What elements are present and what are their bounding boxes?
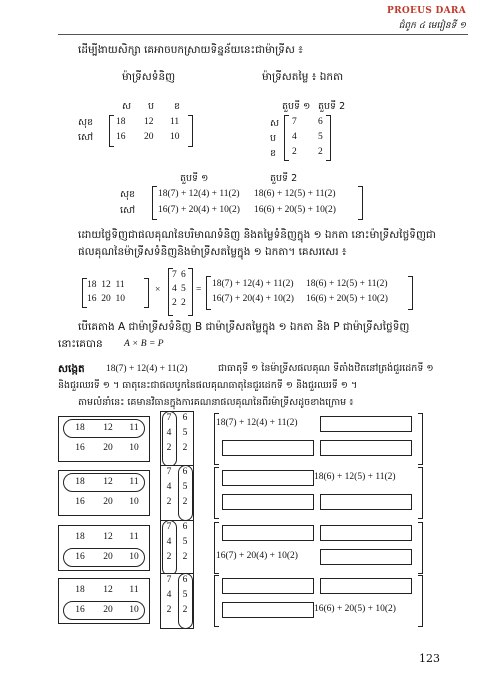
step-row-highlight: [63, 419, 145, 438]
step-matrix-a-cell: 12: [103, 423, 113, 433]
page-number: 123: [419, 652, 440, 665]
step-result-empty-slot: [222, 470, 314, 486]
step-matrix-b-cell: 2: [182, 552, 188, 562]
paragraph: ដោយថ្លៃទិញជាផលគុណនៃបរិមាណទំនិញ និងតម្លៃទំនិញក្នុង ១ ឯកតា នោះម៉ាទ្រីសថ្លៃទិញជា: [78, 229, 436, 241]
step-matrix-a-cell: 12: [103, 477, 113, 487]
times-symbol: ×: [155, 285, 161, 295]
matrix-a-cell: 18: [116, 117, 126, 127]
step-matrix-a-cell: 18: [75, 585, 85, 595]
step-matrix-b-cell: 2: [182, 443, 188, 453]
bracket-right: [418, 575, 423, 627]
bracket-right: [188, 115, 193, 147]
step-matrix-b-cell: 7: [166, 575, 172, 585]
note-text: និងជួរឈរទី ១ ។ ធាតុនេះជាផលបូកនៃផលគុណធាតុនៃជួរដេកទី ១ និងជួរឈរទី ១ ។: [58, 380, 358, 391]
step-result-empty-slot: [320, 525, 412, 541]
step-matrix-a-cell: 11: [129, 532, 139, 542]
bracket-left: [214, 467, 219, 519]
step-matrix-b-cell: 2: [182, 497, 188, 507]
product-a-row: 18 12 11: [87, 280, 125, 290]
brand-label: PROEUS DARA: [387, 6, 466, 16]
bracket-left: [214, 522, 219, 574]
paragraph: បើគេតាង A ជាម៉ាទ្រីសទំនិញ B ជាម៉ាទ្រីសតម្លៃក្នុង ១ ឯកតា និង P ជាម៉ាទ្រីសថ្លៃទិញ: [78, 321, 410, 333]
matrix-a-row-label: សុខ: [78, 117, 94, 128]
step-matrix-b-cell: 2: [166, 552, 172, 562]
step-matrix-a-cell: 20: [103, 605, 113, 615]
paragraph: ផលគុណនៃម៉ាទ្រីសទំនិញនិងម៉ាទ្រីសតម្លៃក្នុង ១ ឯកតា។ គេសរសេរ ៖: [78, 246, 347, 258]
step-result-empty-slot: [222, 578, 314, 594]
product-b-cell: 4: [172, 284, 177, 294]
step-result-expression: 18(7) + 12(4) + 11(2): [216, 418, 298, 428]
bracket-right: [418, 467, 423, 519]
step-matrix-a-cell: 10: [129, 605, 139, 615]
matrix-b-cell: 2: [318, 147, 323, 157]
matrix-a-cell: 20: [144, 132, 154, 142]
chapter-label: ជំពូក ៤ មេរៀនទី ១: [398, 21, 466, 31]
product-b-cell: 7: [172, 270, 177, 280]
bracket-right: [326, 115, 331, 161]
matrix-b-col: តួបទី 2: [318, 101, 346, 112]
matrix-b-row-label: ស: [270, 118, 280, 129]
step-result-empty-slot: [222, 525, 314, 541]
step-result-empty-slot: [320, 440, 412, 456]
matrix-a-col: ប: [148, 101, 155, 112]
step-matrix-a-cell: 11: [129, 585, 139, 595]
matrix-b-cell: 6: [318, 117, 323, 127]
step-matrix-a-cell: 18: [75, 423, 85, 433]
step-column-highlight: [178, 465, 193, 521]
step-result-empty-slot: [222, 440, 314, 456]
step-matrix-b-cell: 4: [166, 428, 172, 438]
step-column-highlight: [162, 520, 177, 576]
step-matrix-a-cell: 10: [129, 443, 139, 453]
matrix-b-cell: 7: [292, 117, 297, 127]
note-expression: 18(7) + 12(4) + 11(2): [106, 364, 188, 374]
step-matrix-a-cell: 12: [103, 532, 113, 542]
step-matrix-b-cell: 6: [182, 467, 188, 477]
bracket-right: [358, 186, 363, 220]
note-text: តាមលំនាំនេះ គេមានវិធានក្នុងការគណនាផលគុណនៃពីរម៉ាទ្រីសដូចខាងក្រោម ៖: [78, 397, 354, 408]
matrix-a-col: ខ: [174, 101, 181, 112]
step-matrix-a-cell: 10: [129, 497, 139, 507]
step-matrix-a-cell: 20: [103, 443, 113, 453]
matrix-a-cell: 11: [170, 117, 180, 127]
product-b-cell: 6: [181, 270, 186, 280]
bracket-left: [206, 276, 211, 310]
step-row-highlight: [63, 548, 145, 567]
step-matrix-b-cell: 7: [166, 467, 172, 477]
step-row-highlight: [63, 473, 145, 492]
step-result-empty-slot: [320, 494, 412, 510]
matrix-b-cell: 2: [292, 147, 297, 157]
step-matrix-a-cell: 11: [129, 477, 139, 487]
step-matrix-a-cell: 16: [75, 443, 85, 453]
header-rule: [58, 34, 468, 35]
step-matrix-b-cell: 4: [166, 537, 172, 547]
step-matrix-b-cell: 5: [182, 428, 188, 438]
step-matrix-b-cell: 4: [166, 482, 172, 492]
step-matrix-a-cell: 18: [75, 477, 85, 487]
step-matrix-b-cell: 2: [166, 443, 172, 453]
step-result-empty-slot: [222, 494, 314, 510]
step-matrix-b-cell: 7: [166, 522, 172, 532]
note-label: សង្កេត: [58, 363, 85, 375]
matrix-c-col: តួបទី 2: [270, 173, 298, 184]
equals-symbol: =: [196, 285, 202, 295]
matrix-a-col: ស: [122, 101, 132, 112]
matrix-b-row-label: ប: [270, 133, 277, 144]
step-matrix-b-cell: 4: [166, 590, 172, 600]
matrix-b-row-label: ខ: [270, 148, 277, 159]
step-result-empty-slot: [320, 549, 412, 565]
step-result-expression: 16(6) + 20(5) + 10(2): [314, 604, 396, 614]
step-matrix-b-cell: 5: [182, 482, 188, 492]
matrix-a-row-label: សៅ: [78, 132, 94, 143]
matrix-b-cell: 4: [292, 132, 297, 142]
step-matrix-a-cell: 16: [75, 552, 85, 562]
step-matrix-b-cell: 5: [182, 590, 188, 600]
step-matrix-b-cell: 2: [182, 605, 188, 615]
step-result-empty-slot: [320, 416, 412, 432]
step-column-highlight: [178, 573, 193, 629]
matrix-b-cell: 5: [318, 132, 323, 142]
step-result-empty-slot: [222, 602, 314, 618]
matrix-c-cell: 16(6) + 20(5) + 10(2): [254, 205, 336, 215]
product-b-cell: 2: [172, 298, 177, 308]
product-result-cell: 18(6) + 12(5) + 11(2): [306, 279, 388, 289]
matrix-c-cell: 18(6) + 12(5) + 11(2): [254, 189, 336, 199]
step-matrix-a-cell: 12: [103, 585, 113, 595]
bracket-left: [284, 115, 289, 161]
step-matrix-a-cell: 20: [103, 497, 113, 507]
matrix-c-row-label: សៅ: [120, 205, 136, 216]
bracket-right: [418, 413, 423, 465]
matrix-a-title: ម៉ាទ្រីសទំនិញ: [122, 71, 176, 83]
step-matrix-b-cell: 6: [182, 413, 188, 423]
step-matrix-b-cell: 2: [166, 605, 172, 615]
step-column-highlight: [162, 411, 177, 467]
note-text: ជាធាតុទី ១ នៃម៉ាទ្រីសផលគុណ ទីតាំងឋិតនៅត្រង់ជួរដេកទី ១: [218, 363, 434, 374]
step-matrix-b-cell: 2: [166, 497, 172, 507]
intro-text: ដើម្បីងាយសិក្សា គេអាចបកស្រាយទិន្នន័យនេះជាម៉ាទ្រីស ៖: [78, 44, 303, 56]
bracket-left: [214, 575, 219, 627]
bracket-left: [109, 115, 114, 147]
step-row-highlight: [63, 601, 145, 620]
matrix-a-cell: 10: [170, 132, 180, 142]
step-matrix-a-cell: 20: [103, 552, 113, 562]
product-result-cell: 18(7) + 12(4) + 11(2): [212, 279, 294, 289]
matrix-b-col: តួបទី ១: [282, 101, 311, 112]
step-result-expression: 18(6) + 12(5) + 11(2): [314, 472, 396, 482]
step-matrix-a-cell: 16: [75, 497, 85, 507]
bracket-left: [152, 186, 157, 220]
matrix-a-cell: 12: [144, 117, 154, 127]
product-result-cell: 16(7) + 20(4) + 10(2): [212, 294, 294, 304]
equation-axb: A × B = P: [124, 339, 164, 349]
matrix-c-cell: 16(7) + 20(4) + 10(2): [158, 205, 240, 215]
step-result-empty-slot: [320, 578, 412, 594]
matrix-b-title: ម៉ាទ្រីសតម្លៃ ៖ ឯកតា: [262, 71, 344, 83]
matrix-c-cell: 18(7) + 12(4) + 11(2): [158, 189, 240, 199]
step-result-expression: 16(7) + 20(4) + 10(2): [216, 551, 298, 561]
step-matrix-a-cell: 18: [75, 532, 85, 542]
product-a-row: 16 20 10: [87, 294, 125, 304]
bracket-right: [418, 522, 423, 574]
product-b-cell: 5: [181, 284, 186, 294]
step-matrix-a-cell: 11: [129, 423, 139, 433]
step-matrix-b-cell: 6: [182, 522, 188, 532]
step-matrix-b-cell: 6: [182, 575, 188, 585]
bracket-right: [144, 278, 149, 308]
matrix-a-cell: 16: [116, 132, 126, 142]
matrix-c-row-label: សុខ: [120, 189, 136, 200]
step-matrix-b-cell: 7: [166, 413, 172, 423]
product-b-cell: 2: [181, 298, 186, 308]
paragraph: នោះគេបាន: [58, 338, 103, 350]
matrix-c-col: តួបទី ១: [180, 173, 209, 184]
step-matrix-a-cell: 10: [129, 552, 139, 562]
bracket-right: [188, 268, 193, 316]
product-result-cell: 16(6) + 20(5) + 10(2): [306, 294, 388, 304]
bracket-right: [408, 276, 413, 310]
step-matrix-b-cell: 5: [182, 537, 188, 547]
step-matrix-a-cell: 16: [75, 605, 85, 615]
